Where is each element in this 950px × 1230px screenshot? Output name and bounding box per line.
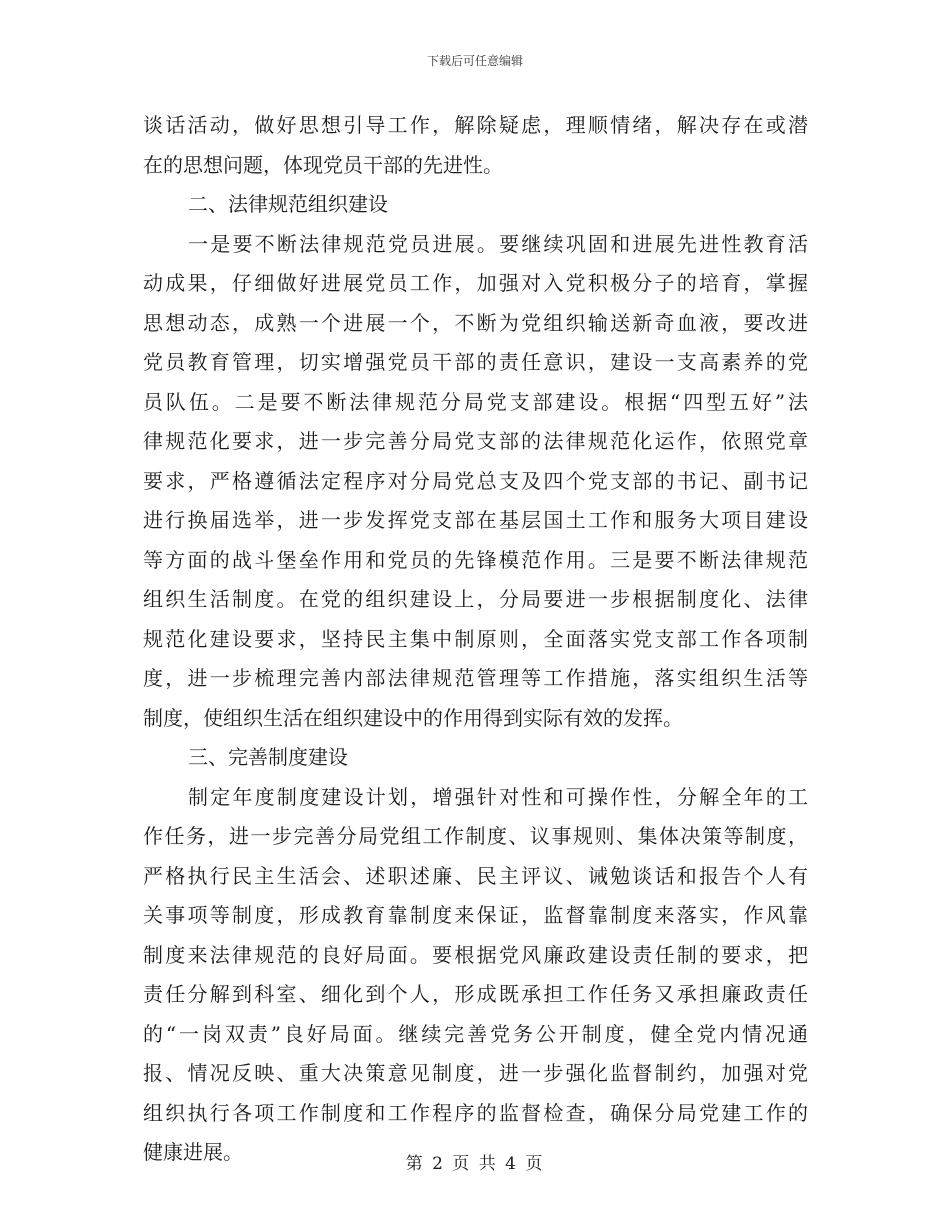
body-line: 思想动态，成熟一个进展一个，不断为党组织输送新奇血液，要改进: [143, 310, 808, 335]
body-line: 谈话活动，做好思想引导工作，解除疑虑，理顺情绪，解决存在或潜: [143, 113, 808, 137]
body-line: 组织生活制度。在党的组织建设上，分局要进一步根据制度化、法律: [143, 587, 808, 611]
body-line: 等方面的战斗堡垒作用和党员的先锋模范作用。三是要不断法律规范: [143, 547, 808, 572]
body-line: 制定年度制度建设计划，增强针对性和可操作性，分解全年的工: [188, 784, 808, 809]
body-line: 健康进展。: [143, 1140, 243, 1164]
body-line: 作任务，进一步完善分局党组工作制度、议事规则、集体决策等制度，: [143, 824, 808, 848]
body-line: 制度来法律规范的良好局面。要根据党风廉政建设责任制的要求，把: [143, 942, 808, 967]
body-line: 员队伍。二是要不断法律规范分局党支部建设。根据“四型五好”法: [143, 389, 808, 414]
body-line: 进行换届选举，进一步发挥党支部在基层国土工作和服务大项目建设: [143, 508, 808, 532]
body-line: 报、情况反映、重大决策意见制度，进一步强化监督制约，加强对党: [143, 1061, 808, 1085]
section-heading-2: 二、法律规范组织建设: [188, 192, 388, 216]
body-line: 党员教育管理，切实增强党员干部的责任意识，建设一支高素养的党: [143, 350, 808, 374]
body-line: 动成果，仔细做好进展党员工作，加强对入党积极分子的培育，掌握: [143, 271, 808, 295]
body-line: 一是要不断法律规范党员进展。要继续巩固和进展先进性教育活: [188, 231, 808, 256]
body-line: 度，进一步梳理完善内部法律规范管理等工作措施，落实组织生活等: [143, 666, 808, 690]
document-body: [143, 106, 808, 1173]
body-line: 规范化建设要求，坚持民主集中制原则，全面落实党支部工作各项制: [143, 626, 808, 651]
body-line: 组织执行各项工作制度和工作程序的监督检查，确保分局党建工作的: [143, 1100, 808, 1125]
body-line: 严格执行民主生活会、述职述廉、民主评议、诫勉谈话和报告个人有: [143, 863, 808, 888]
section-heading-3: 三、完善制度建设: [188, 745, 348, 769]
page-number: 第 2 页 共 4 页: [405, 1154, 545, 1174]
body-line: 要求，严格遵循法定程序对分局党总支及四个党支部的书记、副书记: [143, 468, 808, 493]
body-line: 制度，使组织生活在组织建设中的作用得到实际有效的发挥。: [143, 705, 683, 730]
page-header: 下载后可任意编辑: [426, 54, 523, 68]
body-line: 在的思想问题，体现党员干部的先进性。: [143, 152, 503, 177]
body-line: 的“一岗双责”良好局面。继续完善党务公开制度，健全党内情况通: [143, 1021, 808, 1046]
body-line: 关事项等制度，形成教育靠制度来保证，监督靠制度来落实，作风靠: [143, 903, 808, 927]
body-line: 责任分解到科室、细化到个人，形成既承担工作任务又承担廉政责任: [143, 982, 808, 1006]
body-line: 律规范化要求，进一步完善分局党支部的法律规范化运作，依照党章: [143, 429, 808, 453]
